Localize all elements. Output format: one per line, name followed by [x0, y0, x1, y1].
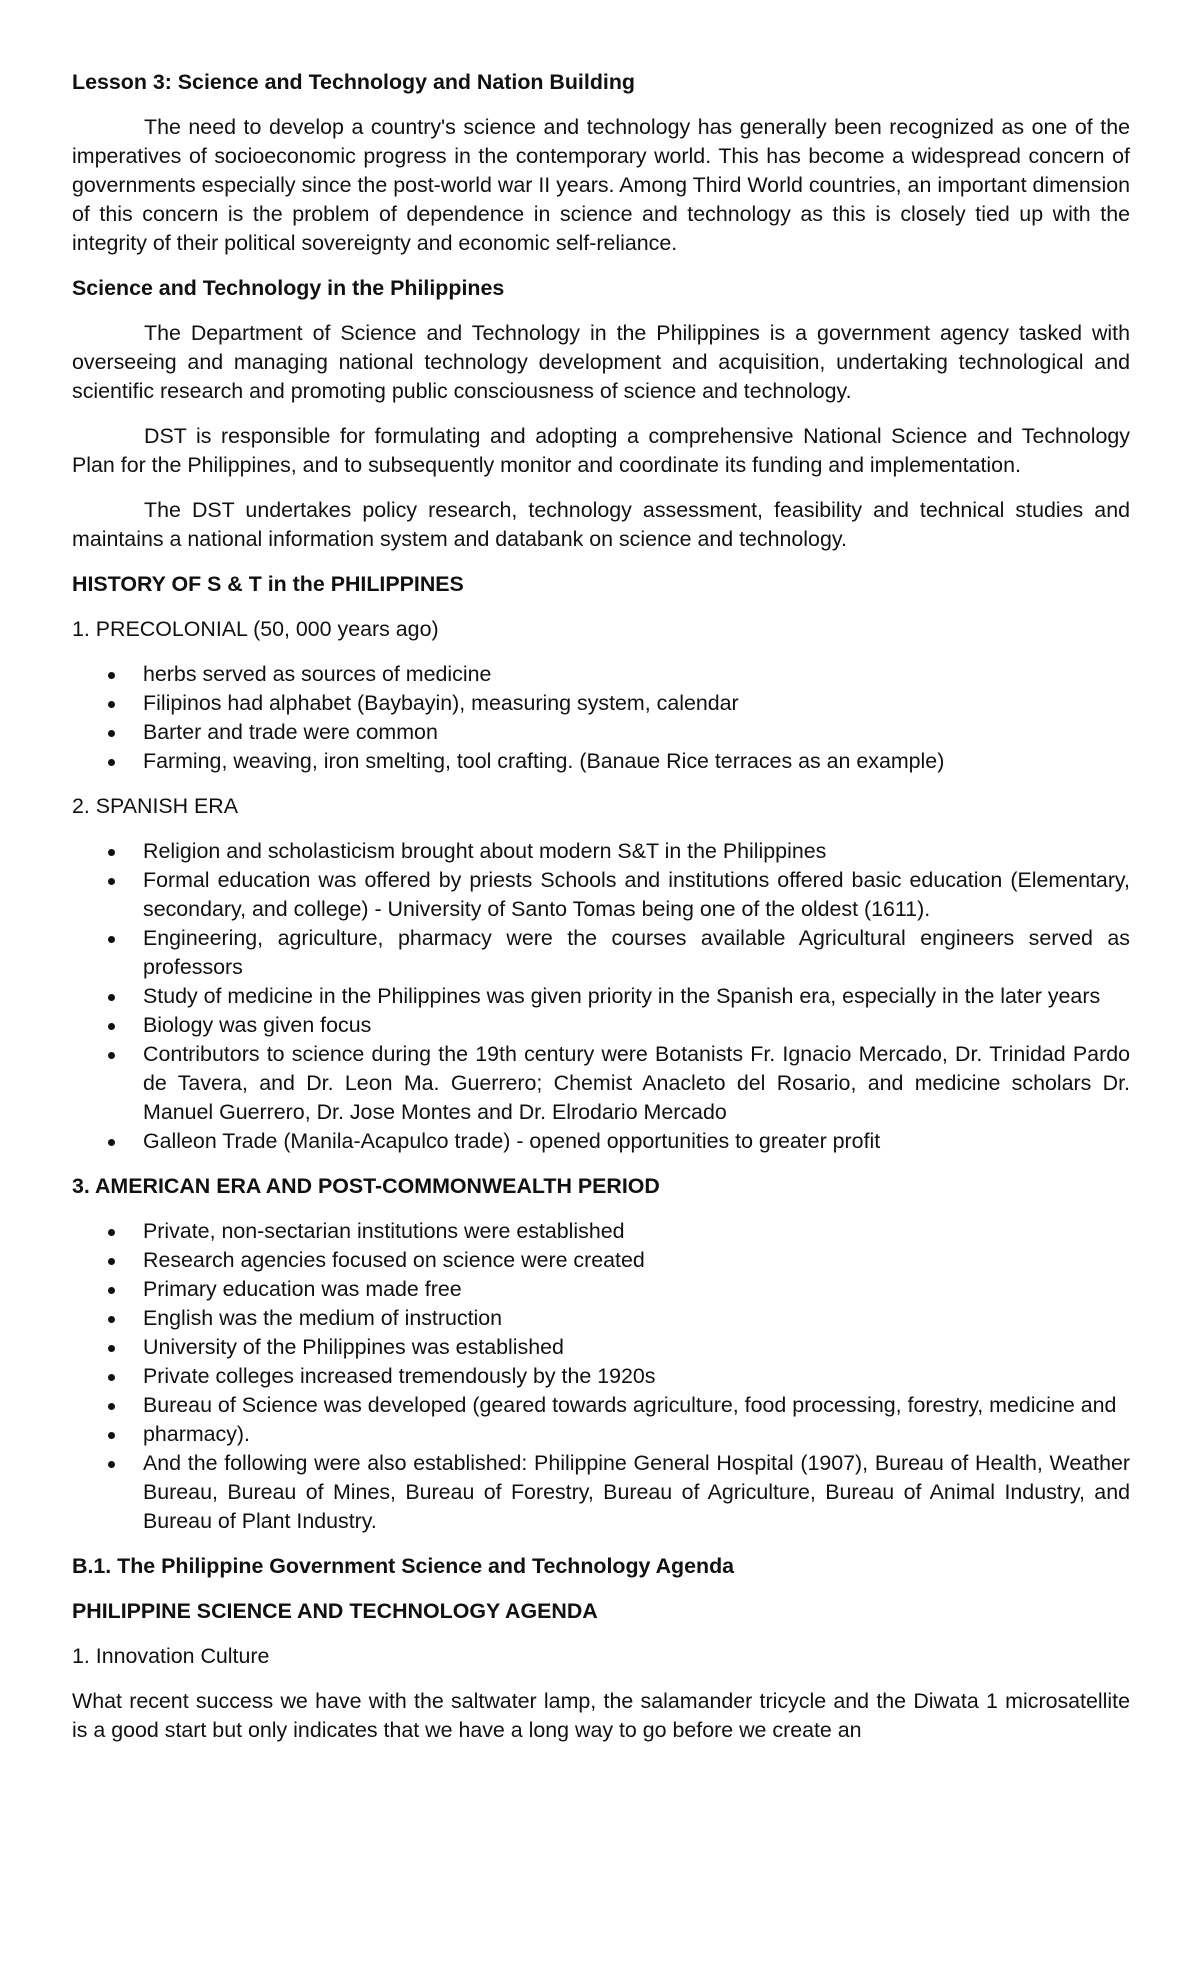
spanish-era-list	[72, 837, 1130, 1156]
list-item	[72, 1217, 1130, 1246]
paragraph-dst-plan: DST is responsible for formulating and adopting a comprehensive National Science and Technology Plan for the Philippines, and to subsequently monitor and coordinate its funding and implementation.	[72, 424, 1130, 477]
list-item-text: Religion and scholasticism brought about modern S&T in the Philippines	[143, 839, 827, 863]
list-item	[72, 1391, 1130, 1420]
list-item	[72, 1304, 1130, 1333]
list-item	[72, 837, 1130, 866]
bullet-icon	[108, 1461, 115, 1468]
list-item	[72, 747, 1130, 776]
list-item-text: Contributors to science during the 19th century were Botanists Fr. Ignacio Mercado, Dr. Trinidad Pardo de Tavera, and Dr. Leon Ma. Guerrero; Chemist Anacleto del Rosario, and medicine scholars Dr. Manuel Guerrero, Dr. Jose Montes and Dr. Elrodario Mercado	[143, 1042, 1130, 1124]
bullet-icon	[108, 878, 115, 885]
list-item-text: Study of medicine in the Philippines was given priority in the Spanish era, especially in the later years	[143, 984, 1101, 1008]
list-item-text: Formal education was offered by priests Schools and institutions offered basic education (Elementary, secondary, and college) - University of Santo Tomas being one of the oldest (1611).	[143, 868, 1130, 921]
bullet-icon	[108, 1403, 115, 1410]
list-item-text: Primary education was made free	[143, 1277, 462, 1301]
list-item	[72, 660, 1130, 689]
bullet-icon	[108, 1287, 115, 1294]
list-item-text: University of the Philippines was established	[143, 1335, 564, 1359]
list-item	[72, 1333, 1130, 1362]
bullet-icon	[108, 1316, 115, 1323]
list-item	[72, 1420, 1130, 1449]
intro-paragraph: The need to develop a country's science and technology has generally been recognized as one of the imperatives of socioeconomic progress in the contemporary world. This has become a widespread concern of governments especially since the post-world war II years. Among Third World countries, an important dimension of this concern is the problem of dependence in science and technology as this is closely tied up with the integrity of their political sovereignty and economic self-reliance.	[72, 115, 1130, 255]
list-item-text: English was the medium of instruction	[143, 1306, 503, 1330]
list-item	[72, 1362, 1130, 1391]
bullet-icon	[108, 672, 115, 679]
bullet-icon	[108, 701, 115, 708]
subheading-precolonial: 1. PRECOLONIAL (50, 000 years ago)	[72, 617, 439, 641]
list-item-text: Research agencies focused on science were created	[143, 1248, 645, 1272]
list-item	[72, 718, 1130, 747]
list-item-text: Barter and trade were common	[143, 720, 438, 744]
lesson-title: Lesson 3: Science and Technology and Nation Building	[72, 70, 635, 94]
bullet-icon	[108, 1139, 115, 1146]
list-item	[72, 1246, 1130, 1275]
list-item-text: Engineering, agriculture, pharmacy were the courses available Agricultural engineers served as professors	[143, 926, 1130, 979]
list-item	[72, 924, 1130, 982]
list-item	[72, 1275, 1130, 1304]
bullet-icon	[108, 1052, 115, 1059]
list-item	[72, 1011, 1130, 1040]
section-heading-agenda: PHILIPPINE SCIENCE AND TECHNOLOGY AGENDA	[72, 1599, 598, 1623]
section-heading-st-philippines: Science and Technology in the Philippines	[72, 276, 505, 300]
bullet-icon	[108, 1023, 115, 1030]
subheading-innovation-culture: 1. Innovation Culture	[72, 1644, 270, 1668]
list-item-text: Biology was given focus	[143, 1013, 372, 1037]
bullet-icon	[108, 936, 115, 943]
list-item-text: And the following were also established: Philippine General Hospital (1907), Bureau of Health, Weather Bureau, Bureau of Mines, Bureau of Forestry, Bureau of Agriculture, Bureau of Animal Industry, and Bureau of Plant Industry.	[143, 1451, 1130, 1533]
bullet-icon	[108, 994, 115, 1001]
bullet-icon	[108, 1345, 115, 1352]
subheading-american-era: 3. AMERICAN ERA AND POST-COMMONWEALTH PERIOD	[72, 1174, 660, 1198]
bullet-icon	[108, 1432, 115, 1439]
bullet-icon	[108, 1374, 115, 1381]
list-item	[72, 866, 1130, 924]
list-item	[72, 689, 1130, 718]
list-item-text: Bureau of Science was developed (geared towards agriculture, food processing, forestry, medicine and	[143, 1393, 1117, 1417]
list-item	[72, 1449, 1130, 1536]
section-heading-agenda-b1: B.1. The Philippine Government Science and Technology Agenda	[72, 1554, 735, 1578]
paragraph-innovation: What recent success we have with the saltwater lamp, the salamander tricycle and the Diwata 1 microsatellite is a good start but only indicates that we have a long way to go before we create an	[72, 1689, 1130, 1742]
bullet-icon	[108, 849, 115, 856]
bullet-icon	[108, 1258, 115, 1265]
list-item	[72, 982, 1130, 1011]
list-item-text: Filipinos had alphabet (Baybayin), measuring system, calendar	[143, 691, 739, 715]
bullet-icon	[108, 1229, 115, 1236]
list-item-text: Galleon Trade (Manila-Acapulco trade) - opened opportunities to greater profit	[143, 1129, 881, 1153]
subheading-spanish-era: 2. SPANISH ERA	[72, 794, 239, 818]
bullet-icon	[108, 759, 115, 766]
american-era-list	[72, 1217, 1130, 1536]
list-item-text: Private, non-sectarian institutions were established	[143, 1219, 625, 1243]
paragraph-dost-agency: The Department of Science and Technology in the Philippines is a government agency tasked with overseeing and managing national technology development and acquisition, undertaking technological and scientific research and promoting public consciousness of science and technology.	[72, 321, 1130, 403]
list-item	[72, 1127, 1130, 1156]
precolonial-list	[72, 660, 1130, 776]
paragraph-dst-research: The DST undertakes policy research, technology assessment, feasibility and technical studies and maintains a national information system and databank on science and technology.	[72, 498, 1130, 551]
section-heading-history: HISTORY OF S & T in the PHILIPPINES	[72, 572, 464, 596]
list-item-text: pharmacy).	[143, 1422, 250, 1446]
list-item-text: herbs served as sources of medicine	[143, 662, 492, 686]
list-item-text: Farming, weaving, iron smelting, tool crafting. (Banaue Rice terraces as an example)	[143, 749, 945, 773]
bullet-icon	[108, 730, 115, 737]
list-item	[72, 1040, 1130, 1127]
list-item-text: Private colleges increased tremendously by the 1920s	[143, 1364, 656, 1388]
